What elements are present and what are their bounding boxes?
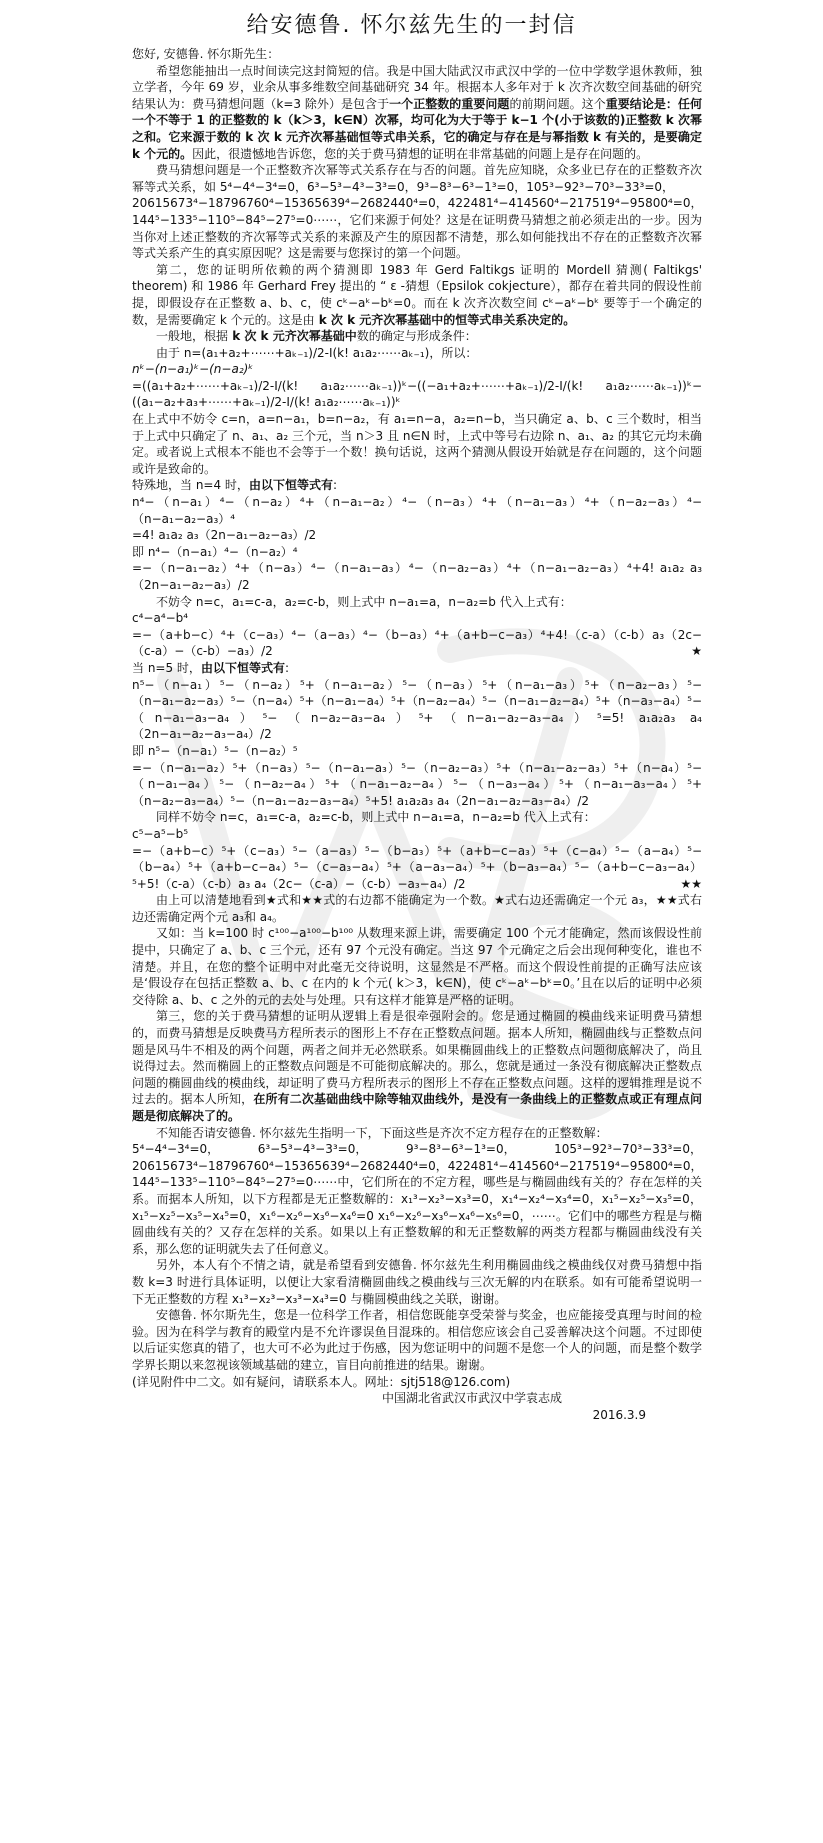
- identity: 422481⁴−414560⁴−217519⁴−95800⁴=0，: [447, 196, 703, 211]
- paragraph-question: 不知能否请安德鲁. 怀尔兹先生指明一下，下面这些是齐次不定方程存在的正整数解：: [156, 1125, 608, 1140]
- paragraph-stars: 由上可以清楚地看到★式和★★式的右边都不能确定为一个数。★式右边还需确定一个元 a₃，★★式右边还需确定两个元 a₃和 a₄。: [132, 893, 702, 924]
- text-bold: 在所有二次基础曲线中除等轴双曲线外，是没有一条曲线上的正整数点或正有理点问题是彻底解决了的。: [132, 1092, 702, 1123]
- identity: 20615673⁴−18796760⁴−15365639⁴−2682440⁴=0，: [132, 196, 448, 211]
- letter-date: 2016.3.9: [592, 1407, 646, 1422]
- identity: 6³−5³−4³−3³=0，: [257, 1142, 368, 1157]
- formula-line: [132, 627, 702, 660]
- paragraph-second: [132, 262, 702, 328]
- formula-line: =((a₁+a₂+⋯⋯+aₖ₋₁)/2-I/(k! a₁a₂⋯⋯aₖ₋₁))ᵏ−((−a₁+a₂+⋯⋯+aₖ₋₁)/2-I/(k! a₁a₂⋯⋯aₖ₋₁))ᵏ−((a₁−a₂+a₃+⋯⋯+aₖ₋₁)/2-I/(k! a₁a₂⋯⋯aₖ₋₁))ᵏ: [132, 378, 702, 410]
- paragraph-k100: 又如：当 k=100 时 c¹⁰⁰−a¹⁰⁰−b¹⁰⁰ 从数理来源上讲，需要确定 100 个元才能确定，然而该假设性前提中，只确定了 a、b、c 三个元，还有 97 个元没有确定。当这 97 个元确定之后会出现何种变化，谁也不清楚。并且，在您的整个证明中对此毫无交待说明，这显然是不严格。而这个假设性前提的正确写法应该是‘假设存在包括正整数 a、b、c 在内的 k 个元( k＞3，k∈N)，使 cᵏ−aᵏ−bᵏ=0。’且在以后的证明中必须交待除 a、b、c 之外的元的去处与处理。只有这样才能算是严格的证明。: [132, 926, 702, 1007]
- identity: 105³−92³−70³−33³=0，: [554, 1142, 702, 1157]
- formula-text: =−（a+b−c）⁵+（c−a₃）⁵−（a−a₃）⁵−（b−a₃）⁵+（a+b−c−a₃）⁵+（c−a₄）⁵−（a−a₄）⁵−（b−a₄）⁵+（a+b−c−a₄）⁵−（c−a₃−a₄）⁵+（a−a₃−a₄）⁵+（b−a₃−a₄）⁵−（a+b−c−a₃−a₄）⁵+5!（c-a）（c-b）a₃ a₄（2c−（c-a）−（c-b）−a₃−a₄）/2: [132, 843, 702, 891]
- paragraph-known-identities-cont: 144⁵−133⁵−110⁵−84⁵−27⁵=0⋯⋯，它们来源于何处？这是在证明费马猜想之前必须走出的一步。因为当你对上述正整数的齐次幂等式关系的来源及产生的原因都不清楚，那么如何能找出不存在的正整数齐次幂等式关系产生的真实原因呢？这是需要与您探讨的第一个问题。: [132, 212, 702, 261]
- star-marker: ★: [691, 644, 702, 659]
- formula-line: 即 n⁵−（n−a₁）⁵−（n−a₂）⁵: [132, 743, 298, 758]
- star-marker: ★★: [680, 876, 702, 891]
- identity-row: [132, 1141, 702, 1158]
- text-bold: 重要结论是：任何一个不等于 1 的正整数的 k（k＞3，k∈N）次幂，均可化为大于等于 k−1 个(小于该数的)正整数 k 次幂之和。: [132, 96, 702, 144]
- paragraph-request: 另外，本人有个不情之请，就是希望看到安德鲁. 怀尔兹先生利用椭圆曲线之模曲线仅对费马猜想中指数 k=3 时进行具体证明，以便让大家看清椭圆曲线之模曲线与三次无解的内在联系。如有可能希望说明一下无正整数的方程 x₁³−x₂³−x₃³−x₄³=0 与椭圆模曲线之关联，谢谢。: [132, 1258, 702, 1306]
- identity-row: [132, 1158, 702, 1175]
- text: 数的确定与形成条件：: [356, 329, 477, 344]
- text-bold: 一个正整数的重要问题: [389, 96, 510, 111]
- text: 当 n=5 时，: [132, 660, 201, 675]
- text: 费马猜想问题是一个正整数齐次幂等式关系存在与否的问题。首先应知晓，众多业已存在的正整数齐次幂等式关系，如 5⁴−4⁴−3⁴=0，6³−5³−4³−3³=0，9³−8³−6³−1³=0，105³−92³−70³−33³=0，: [132, 163, 702, 194]
- text: 第二，您的证明所依赖的两个猜测即 1983 年 Gerd Faltikgs 证明的 Mordell 猜测( Faltikgs' theorem) 和 1986 年 Gerhard Frey 提出的 “ ε -猜想（Epsilok cokjecture），都存在着共同的假设性前提，即假设存在正整数 a、b、c，使 cᵏ−aᵏ−bᵏ=0。而在 k 次齐次数空间 cᵏ−aᵏ−bᵏ 要等于一个确定的数，是需要确定 k 个元的。这是由: [132, 262, 702, 327]
- text-bold: 由以下恒等式有: [200, 660, 285, 675]
- letter-title: 给安德鲁. 怀尔兹先生的一封信: [246, 13, 577, 38]
- text-bold: 它来源于数的 k 次 k 元齐次幂基础恒等式串关系，它的确定与存在是与幂指数 k 有关的，是要确定 k 个元的。: [132, 129, 702, 161]
- identity-row: [132, 195, 702, 212]
- text: 的前期问题。这个: [509, 96, 606, 111]
- formula-line: c⁴−a⁴−b⁴: [132, 611, 189, 626]
- paragraph-question-cont: 144⁵−133⁵−110⁵−84⁵−27⁵=0⋯⋯中，它们所在的不定方程，哪些是与椭圆曲线有关的？存在怎样的关系。而据本人所知，以下方程都是无正整数解的：x₁³−x₂³−x₃³=0，x₁⁴−x₂⁴−x₃⁴=0，x₁⁵−x₂⁵−x₃⁵=0，x₁⁵−x₂⁵−x₃⁵−x₄⁵=0，x₁⁶−x₂⁶−x₃⁶−x₄⁶=0 x₁⁶−x₂⁶−x₃⁶−x₄⁶−x₅⁶=0，⋯⋯。它们中的哪些方程是与椭圆曲线有关的？又存在怎样的关系。如果以上有正整数解的和无正整数解的两类方程都与椭圆曲线没有关系，那么您的证明就失去了任何意义。: [132, 1175, 702, 1256]
- paragraph-intro: [132, 63, 702, 163]
- text: :: [284, 660, 289, 675]
- identity: 422481⁴−414560⁴−217519⁴−95800⁴=0，: [447, 1158, 703, 1173]
- footer-note: (详见附件中二文。如有疑问，请联系本人。网址：sjtj518@126.com): [132, 1374, 511, 1389]
- case-n5-heading: [132, 660, 702, 677]
- greeting: 您好, 安德鲁. 怀尔斯先生：: [132, 47, 280, 61]
- letter-body: [132, 46, 702, 1423]
- formula-line: =−（n−a₁−a₂）⁴+（n−a₃）⁴−（n−a₁−a₃）⁴−（n−a₂−a₃）⁴+（n−a₁−a₂−a₃）⁴+4! a₁a₂ a₃（2n−a₁−a₂−a₃）/2: [132, 561, 702, 592]
- text: 一般地，根据: [156, 329, 229, 344]
- text: :: [332, 478, 337, 493]
- formula-text: =−（a+b−c）⁴+（c−a₃）⁴−（a−a₃）⁴−（b−a₃）⁴+（a+b−c−a₃）⁴+4!（c-a）（c-b）a₃（2c−（c-a）−（c-b）−a₃）/2: [132, 627, 702, 659]
- text: 第三，您的关于费马猜想的证明从逻辑上看是很牵强附会的。您是通过椭圆的模曲线来证明费马猜想的，而费马猜想是反映费马方程所表示的图形上不存在正整数点问题。据本人所知，椭圆曲线与正整数点问题是风马牛不相及的两个问题，两者之间并无必然联系。如果椭圆曲线上的正整数点问题彻底解决了，尚且说得过去。然而椭圆上的正整数点问题是不可能彻底解决的。那么，您就是通过一条没有彻底解决正整数点问题的椭圆曲线的模曲线，却证明了费马方程所表示的图形上不存在正整数点问题。这样的逻辑推理是说不过去的。据本人所知，: [132, 1009, 702, 1107]
- case-n5-substitution: 同样不妨令 n=c，a₁=c-a，a₂=c-b，则上式中 n−a₁=a，n−a₂=b 代入上式有：: [156, 810, 596, 825]
- formula-line: 由于 n=(a₁+a₂+⋯⋯+aₖ₋₁)/2-I(k! a₁a₂⋯⋯aₖ₋₁)，所以：: [156, 345, 478, 360]
- formula-line: [132, 843, 702, 893]
- paragraph-closing: 安德鲁. 怀尔斯先生，您是一位科学工作者，相信您既能享受荣誉与奖金，也应能接受真理与时间的检验。因为在科学与教育的殿堂内是不允许谬误鱼目混珠的。相信您应该会自己妥善解决这个问题。不过即使以后证实您真的错了，也大可不必为此过于伤感，因为您证明中的问题不是您一个人的问题，而是整个数学学界长期以来忽视该领域基础的建立，盲目向前推进的结果。谢谢。: [132, 1308, 702, 1372]
- paragraph-known-identities: [132, 162, 702, 195]
- formula-line: nᵏ−(n−a₁)ᵏ−(n−a₂)ᵏ: [132, 362, 254, 377]
- identity: 9³−8³−6³−1³=0，: [405, 1142, 516, 1157]
- formula-line: 即 n⁴−（n−a₁）⁴−（n−a₂）⁴: [132, 544, 298, 559]
- formula-line: n⁵−（n−a₁）⁵−（n−a₂）⁵+（n−a₁−a₂）⁵−（n−a₃）⁵+（n−a₁−a₃）⁵+（n−a₂−a₃）⁵−（n−a₁−a₂−a₃）⁵−（n−a₄）⁵+（n−a₁−a₄）⁵+（n−a₂−a₄）⁵−（n−a₁−a₂−a₄）⁵+（n−a₃−a₄）⁵−（n−a₁−a₃−a₄）⁵−（n−a₂−a₃−a₄）⁵+（n−a₁−a₂−a₃−a₄）⁵=5! a₁a₂a₃ a₄（2n−a₁−a₂−a₃−a₄）/2: [132, 677, 702, 742]
- case-n4-substitution: 不妨令 n=c，a₁=c-a，a₂=c-b，则上式中 n−a₁=a，n−a₂=b 代入上式有：: [156, 594, 572, 609]
- text: 特殊地，当 n=4 时，: [132, 478, 249, 493]
- identity: 20615673⁴−18796760⁴−15365639⁴−2682440⁴=0，: [132, 1158, 448, 1173]
- text-bold: 由以下恒等式有: [248, 478, 333, 493]
- text-bold: k 次 k 元齐次幂基础中: [228, 329, 357, 344]
- formula-line: n⁴−（n−a₁）⁴−（n−a₂）⁴+（n−a₁−a₂）⁴−（n−a₃）⁴+（n−a₁−a₃）⁴+（n−a₂−a₃）⁴−（n−a₁−a₂−a₃）⁴: [132, 495, 702, 526]
- signature: 中国湖北省武汉市武汉中学袁志成: [381, 1391, 562, 1406]
- identity: 5⁴−4⁴−3⁴=0，: [132, 1142, 220, 1157]
- text: 因此，很遗憾地告诉您，您的关于费马猜想的证明在非常基础的问题上是存在问题的。: [192, 146, 649, 161]
- paragraph-general: [132, 328, 702, 345]
- formula-line: =4! a₁a₂ a₃（2n−a₁−a₂−a₃）/2: [132, 528, 317, 543]
- paragraph-analysis: 在上式中不妨令 c=n，a=n−a₁，b=n−a₂，有 a₁=n−a，a₂=n−b，当只确定 a、b、c 三个数时，相当于上式中只确定了 n、a₁、a₂ 三个元，当 n＞3 且 n∈N 时，上式中等号右边除 n、a₁、a₂ 的其它元均未确定。或者说上式根本不能也不会等于一个数！换句话说，这两个猜测从假设开始就是存在问题的，这个问题或许是致命的。: [132, 412, 702, 476]
- text: 希望您能抽出一点时间读完这封简短的信。我是中国大陆武汉市武汉中学的一位中学数学退休教师，独立学者，今年 69 岁，业余从事多维数空间基础研究 34 年。根据本人多年对于 k 次齐次数空间基础的研究结果认为：费马猜想问题（k=3 除外）是包含于: [132, 63, 702, 111]
- formula-line: =−（n−a₁−a₂）⁵+（n−a₃）⁵−（n−a₁−a₃）⁵−（n−a₂−a₃）⁵+（n−a₁−a₂−a₃）⁵+（n−a₄）⁵−（n−a₁−a₄）⁵−（n−a₂−a₄）⁵+（n−a₁−a₂−a₄）⁵−（n−a₃−a₄）⁵+（n−a₁−a₃−a₄）⁵+（n−a₂−a₃−a₄）⁵−（n−a₁−a₂−a₃−a₄）⁵+5! a₁a₂a₃ a₄（2n−a₁−a₂−a₃−a₄）/2: [132, 760, 702, 808]
- paragraph-third: [132, 1008, 702, 1124]
- text-bold: k 次 k 元齐次幂基础中的恒等式串关系决定的。: [314, 312, 576, 327]
- case-n4-heading: [132, 477, 702, 494]
- formula-line: c⁵−a⁵−b⁵: [132, 826, 189, 841]
